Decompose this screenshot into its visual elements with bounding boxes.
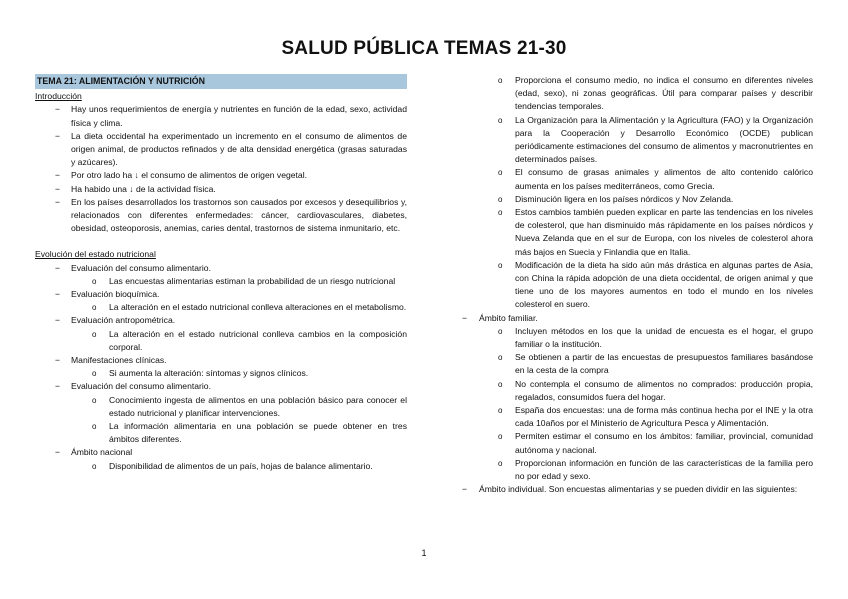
sub-list-item: o La alteración en el estado nutricional conlleva cambios en la composición corporal. — [35, 328, 407, 354]
section-heading-evolution: Evolución del estado nutricional — [35, 249, 156, 260]
list-item-ambito-familiar: − Ámbito familiar. — [458, 312, 813, 325]
list-item: − Evaluación antropométrica. — [35, 314, 407, 327]
list-item: − La dieta occidental ha experimentado un incremento en el consumo de alimentos de origen animal, de productos refinados y de alta densidad energética (grasas saturadas y azúcares). — [35, 130, 407, 170]
list-item-ambito-individual: − Ámbito individual. Son encuestas alimentarias y se pueden dividir en las siguientes: — [458, 483, 813, 496]
document-title: SALUD PÚBLICA TEMAS 21-30 — [281, 38, 567, 59]
left-column — [35, 74, 407, 473]
list-item: − Ha habido una ↓ de la actividad física. — [35, 183, 407, 196]
sub-list-item: o La Organización para la Alimentación y la Agricultura (FAO) y la Organización para la Cooperación y Desarrollo Económico (OCDE) publican periódicamente estimaciones del consumo de alimentos y macronutrientes en determinados países. — [458, 114, 813, 167]
right-column — [458, 74, 813, 497]
sub-list-item: o El consumo de grasas animales y alimentos de alto contenido calórico aumenta en los países mediterráneos, como Grecia. — [458, 166, 813, 192]
sub-list-item: o Conocimiento ingesta de alimentos en una población básico para conocer el estado nutricional y planificar intervenciones. — [35, 394, 407, 420]
sub-list-item: o Modificación de la dieta ha sido aún más drástica en algunas partes de Asia, con China la rápida adopción de una dieta occidental, de origen animal y que tiene uno de los mayores aumentos en todo el mundo en los niveles colesterol en suero. — [458, 259, 813, 312]
page-number: 1 — [421, 548, 427, 558]
spacer — [35, 235, 407, 248]
list-item: − En los países desarrollados los trastornos son causados por excesos y desequilibrios y, relacionados con diferentes enfermedades: cáncer, cardiovasculares, diabetes, obesidad, osteoporosis, anemias, caries dental, trastornos de sistema inmunitario, etc. — [35, 196, 407, 236]
sub-list-item: o No contempla el consumo de alimentos no comprados: producción propia, regalados, consumidos fuera del hogar. — [458, 378, 813, 404]
list-item: − Por otro lado ha ↓ el consumo de alimentos de origen vegetal. — [35, 169, 407, 182]
sub-list-item: o España dos encuestas: una de forma más continua hecha por el INE y la otra cada 10años por el Ministerio de Agricultura Pesca y Alimentación. — [458, 404, 813, 430]
sub-list-item: o Incluyen métodos en los que la unidad de encuesta es el hogar, el grupo familiar o la institución. — [458, 325, 813, 351]
topic-header: TEMA 21: ALIMENTACIÓN Y NUTRICIÓN — [35, 74, 407, 89]
sub-list-item: o Permiten estimar el consumo en los ámbitos: familiar, provincial, comunidad autónoma y nacional. — [458, 430, 813, 456]
list-item: − Evaluación del consumo alimentario. — [35, 380, 407, 393]
list-item: − Hay unos requerimientos de energía y nutrientes en función de la edad, sexo, actividad física y clima. — [35, 103, 407, 129]
sub-list-item: o Disminución ligera en los países nórdicos y Nov Zelanda. — [458, 193, 813, 206]
list-item: − Ámbito nacional — [35, 446, 407, 459]
sub-list-item: o Disponibilidad de alimentos de un país, hojas de balance alimentario. — [35, 460, 407, 473]
sub-list-item: o Proporciona el consumo medio, no indica el consumo en diferentes niveles (edad, sexo), ni zonas geográficas. Útil para comparar países y describir tendencias temporales. — [458, 74, 813, 114]
section-heading-introduction: Introducción — [35, 91, 82, 102]
sub-list-item: o Las encuestas alimentarias estiman la probabilidad de un riesgo nutricional — [35, 275, 407, 288]
sub-list-item: o Estos cambios también pueden explicar en parte las tendencias en los niveles de colesterol, que han disminuido más rápidamente en los países nórdicos y Nueva Zelanda que en el sur de Europa, con los niveles de colesterol ahora más bajos en Suecia y Finlandia que en Italia. — [458, 206, 813, 259]
sub-list-item: o Si aumenta la alteración: síntomas y signos clínicos. — [35, 367, 407, 380]
list-item: − Evaluación del consumo alimentario. — [35, 262, 407, 275]
sub-list-item: o La alteración en el estado nutricional conlleva alteraciones en el metabolismo. — [35, 301, 407, 314]
sub-list-item: o La información alimentaria en una población se puede obtener en tres ámbitos diferentes. — [35, 420, 407, 446]
sub-list-item: o Proporcionan información en función de las características de la familia pero no por edad y sexo. — [458, 457, 813, 483]
list-item: − Manifestaciones clínicas. — [35, 354, 407, 367]
list-item: − Evaluación bioquímica. — [35, 288, 407, 301]
sub-list-item: o Se obtienen a partir de las encuestas de presupuestos familiares basándose en la cesta de la compra — [458, 351, 813, 377]
